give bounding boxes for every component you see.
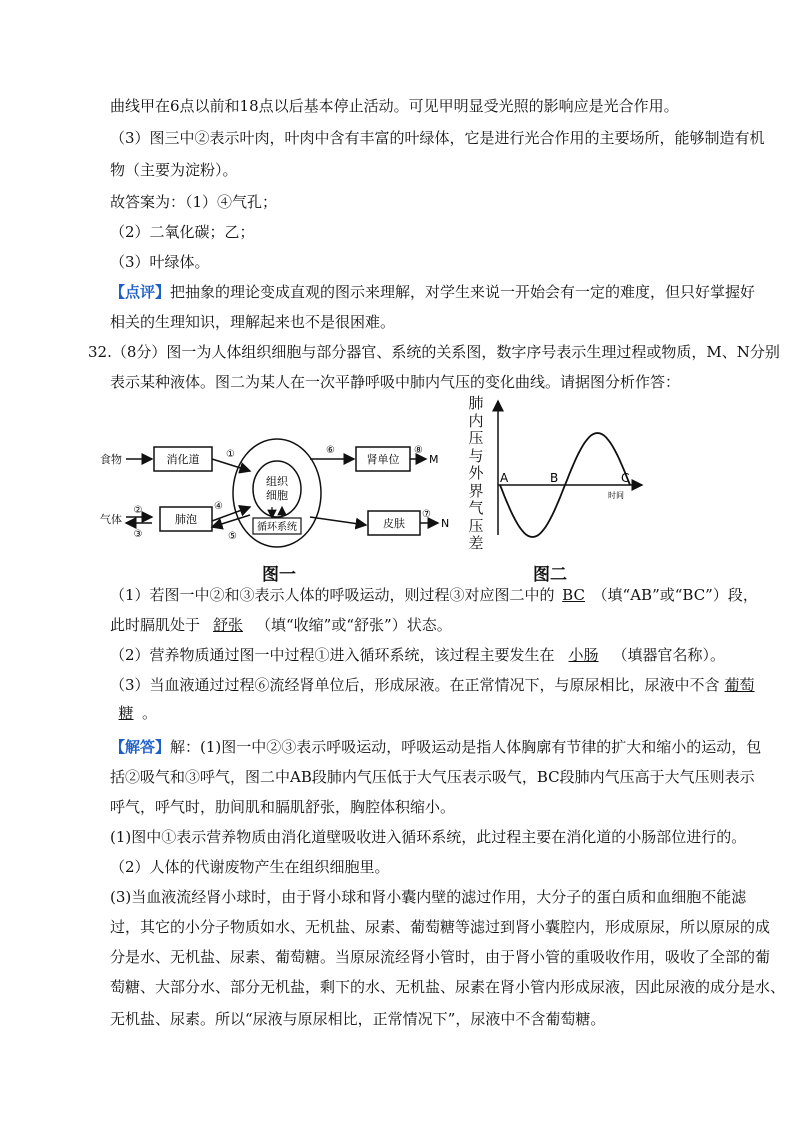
num-6: ⑥	[326, 445, 335, 456]
y-label-char: 界	[468, 481, 484, 500]
text-line: （2）二氧化碳；乙；	[110, 223, 255, 241]
text-line: （3）图三中②表示叶肉，叶肉中含有丰富的叶绿体，它是进行光合作用的主要场所，能够制造有机	[110, 129, 765, 147]
text: （2）营养物质通过图一中过程①进入循环系统，该过程主要发生在	[110, 646, 555, 664]
figure-1-caption: 图一	[262, 565, 296, 585]
y-label-char: 气	[468, 499, 484, 517]
text-line: 曲线甲在6点以前和18点以后基本停止活动。可见甲明显受光照的影响应是光合作用。	[110, 97, 679, 115]
num-8: ⑧	[414, 445, 423, 456]
text: 。	[142, 704, 158, 722]
label-food: 食物	[100, 453, 122, 466]
solution-tag: 【解答】	[110, 738, 171, 756]
solution-line	[110, 737, 761, 757]
solution-line: 括②吸气和③呼气，图二中AB段肺内气压低于大气压表示吸气，BC段肺内气压高于大气压则表示	[110, 768, 755, 786]
solution-line: (1)图中①表示营养物质由消化道壁吸收进入循环系统，此过程主要在消化道的小肠部位进行的。	[110, 828, 747, 846]
num-5: ⑤	[228, 531, 237, 542]
label-gas: 气体	[100, 513, 122, 526]
text-line: （3）叶绿体。	[110, 253, 210, 271]
solution-line: (3)当血液流经肾小球时，由于肾小球和肾小囊内壁的滤过作用，大分子的蛋白质和血细胞不能滤	[110, 888, 747, 906]
text: （3）当血液通过过程⑥流经肾单位后，形成尿液。在正常情况下，与原尿相比，尿液中不含	[110, 676, 720, 694]
label-circulatory-system: 循环系统	[257, 522, 297, 533]
figure-2-y-label	[466, 395, 486, 553]
solution-line: （2）人体的代谢废物产生在组织细胞里。	[110, 858, 390, 876]
point-C: C	[621, 471, 630, 485]
text: （填器官名称）。	[612, 646, 726, 664]
text-line: 相关的生理知识，理解起来也不是很困难。	[110, 313, 396, 331]
y-label-char: 压	[468, 429, 484, 447]
solution-line: 过，其它的小分子物质如水、无机盐、尿素、葡萄糖等滤过到肾小囊腔内，形成原尿，所以原尿的成	[110, 918, 771, 936]
figure-2-caption: 图二	[533, 565, 567, 585]
answer-blank-3: 小肠	[568, 646, 599, 664]
y-label-char: 外	[468, 464, 484, 482]
label-skin: 皮肤	[383, 517, 405, 530]
subquestion-2	[110, 645, 725, 665]
review-text: 把抽象的理论变成直观的图示来理解，对学生来说一开始会有一定的难度，但只好掌握好	[170, 283, 756, 301]
solution-line: 分是水、无机盐、尿素、葡萄糖。当原尿流经肾小管时，由于肾小管的重吸收作用，吸收了全部的葡	[110, 948, 771, 966]
y-label-char: 差	[468, 534, 484, 552]
subquestion-3	[110, 675, 760, 695]
answer-blank-1: BC	[562, 586, 585, 604]
arrow	[212, 515, 250, 527]
review-line	[110, 282, 755, 302]
point-A: A	[500, 471, 509, 485]
num-3: ③	[133, 529, 143, 540]
answer-blank-4-cont: 糖	[118, 704, 134, 722]
y-label-char: 压	[468, 516, 484, 535]
text: 解：(1)图一中②③表示呼吸运动，呼吸运动是指人体胸廓有节律的扩大和缩小的运动，包	[170, 738, 762, 756]
question-stem: 32.（8分）图一为人体组织细胞与部分器官、系统的关系图，数字序号表示生理过程或物质，M、N分别	[88, 343, 780, 361]
y-label-char: 与	[468, 446, 484, 465]
point-B: B	[550, 471, 559, 485]
solution-line: 无机盐、尿素。所以“尿液与原尿相比，正常情况下”，尿液中不含葡萄糖。	[110, 1010, 606, 1028]
label-cell: 细胞	[266, 489, 288, 502]
text: （填“收缩”或“舒张”）状态。	[256, 616, 452, 634]
text: 此时膈肌处于	[110, 616, 201, 634]
arrow	[212, 459, 250, 471]
review-tag: 【点评】	[110, 283, 171, 301]
solution-line: 萄糖、大部分水、部分无机盐，剩下的水、无机盐、尿素在肾小管内形成尿液，因此尿液的成分是水、	[110, 978, 786, 996]
subquestion-1	[110, 585, 758, 605]
label-tissue: 组织	[266, 475, 288, 488]
num-4: ④	[214, 501, 223, 512]
subquestion-1-cont	[110, 615, 452, 635]
answer-blank-4: 葡萄	[724, 676, 755, 694]
text: （1）若图一中②和③表示人体的呼吸运动，则过程③对应图二中的	[110, 586, 555, 604]
answer-blank-2: 舒张	[213, 616, 244, 634]
label-digestive-tract: 消化道	[166, 453, 200, 466]
question-stem: 表示某种液体。图二为某人在一次平静呼吸中肺内气压的变化曲线。请据图分析作答：	[110, 373, 681, 391]
subquestion-3-cont	[110, 703, 157, 723]
text-line: 故答案为：（1）④气孔；	[110, 193, 278, 211]
num-2: ②	[133, 505, 143, 516]
text: （填“AB”或“BC”）段，	[592, 586, 758, 604]
label-N: N	[441, 517, 450, 530]
y-label-char: 肺	[468, 394, 484, 412]
label-alveoli: 肺泡	[175, 513, 197, 526]
figure-2-chart	[490, 395, 650, 540]
text-line: 物（主要为淀粉）。	[110, 161, 238, 179]
y-label-char: 内	[468, 411, 484, 430]
label-M: M	[429, 453, 439, 466]
num-7: ⑦	[422, 509, 431, 520]
arrow	[310, 517, 366, 525]
solution-line: 呼气，呼气时，肋间肌和膈肌舒张，胸腔体积缩小。	[110, 798, 456, 816]
x-axis-label: 时间	[608, 491, 624, 500]
figure-1-diagram	[100, 425, 470, 555]
num-1: ①	[226, 449, 235, 460]
label-nephron: 肾单位	[366, 453, 400, 466]
